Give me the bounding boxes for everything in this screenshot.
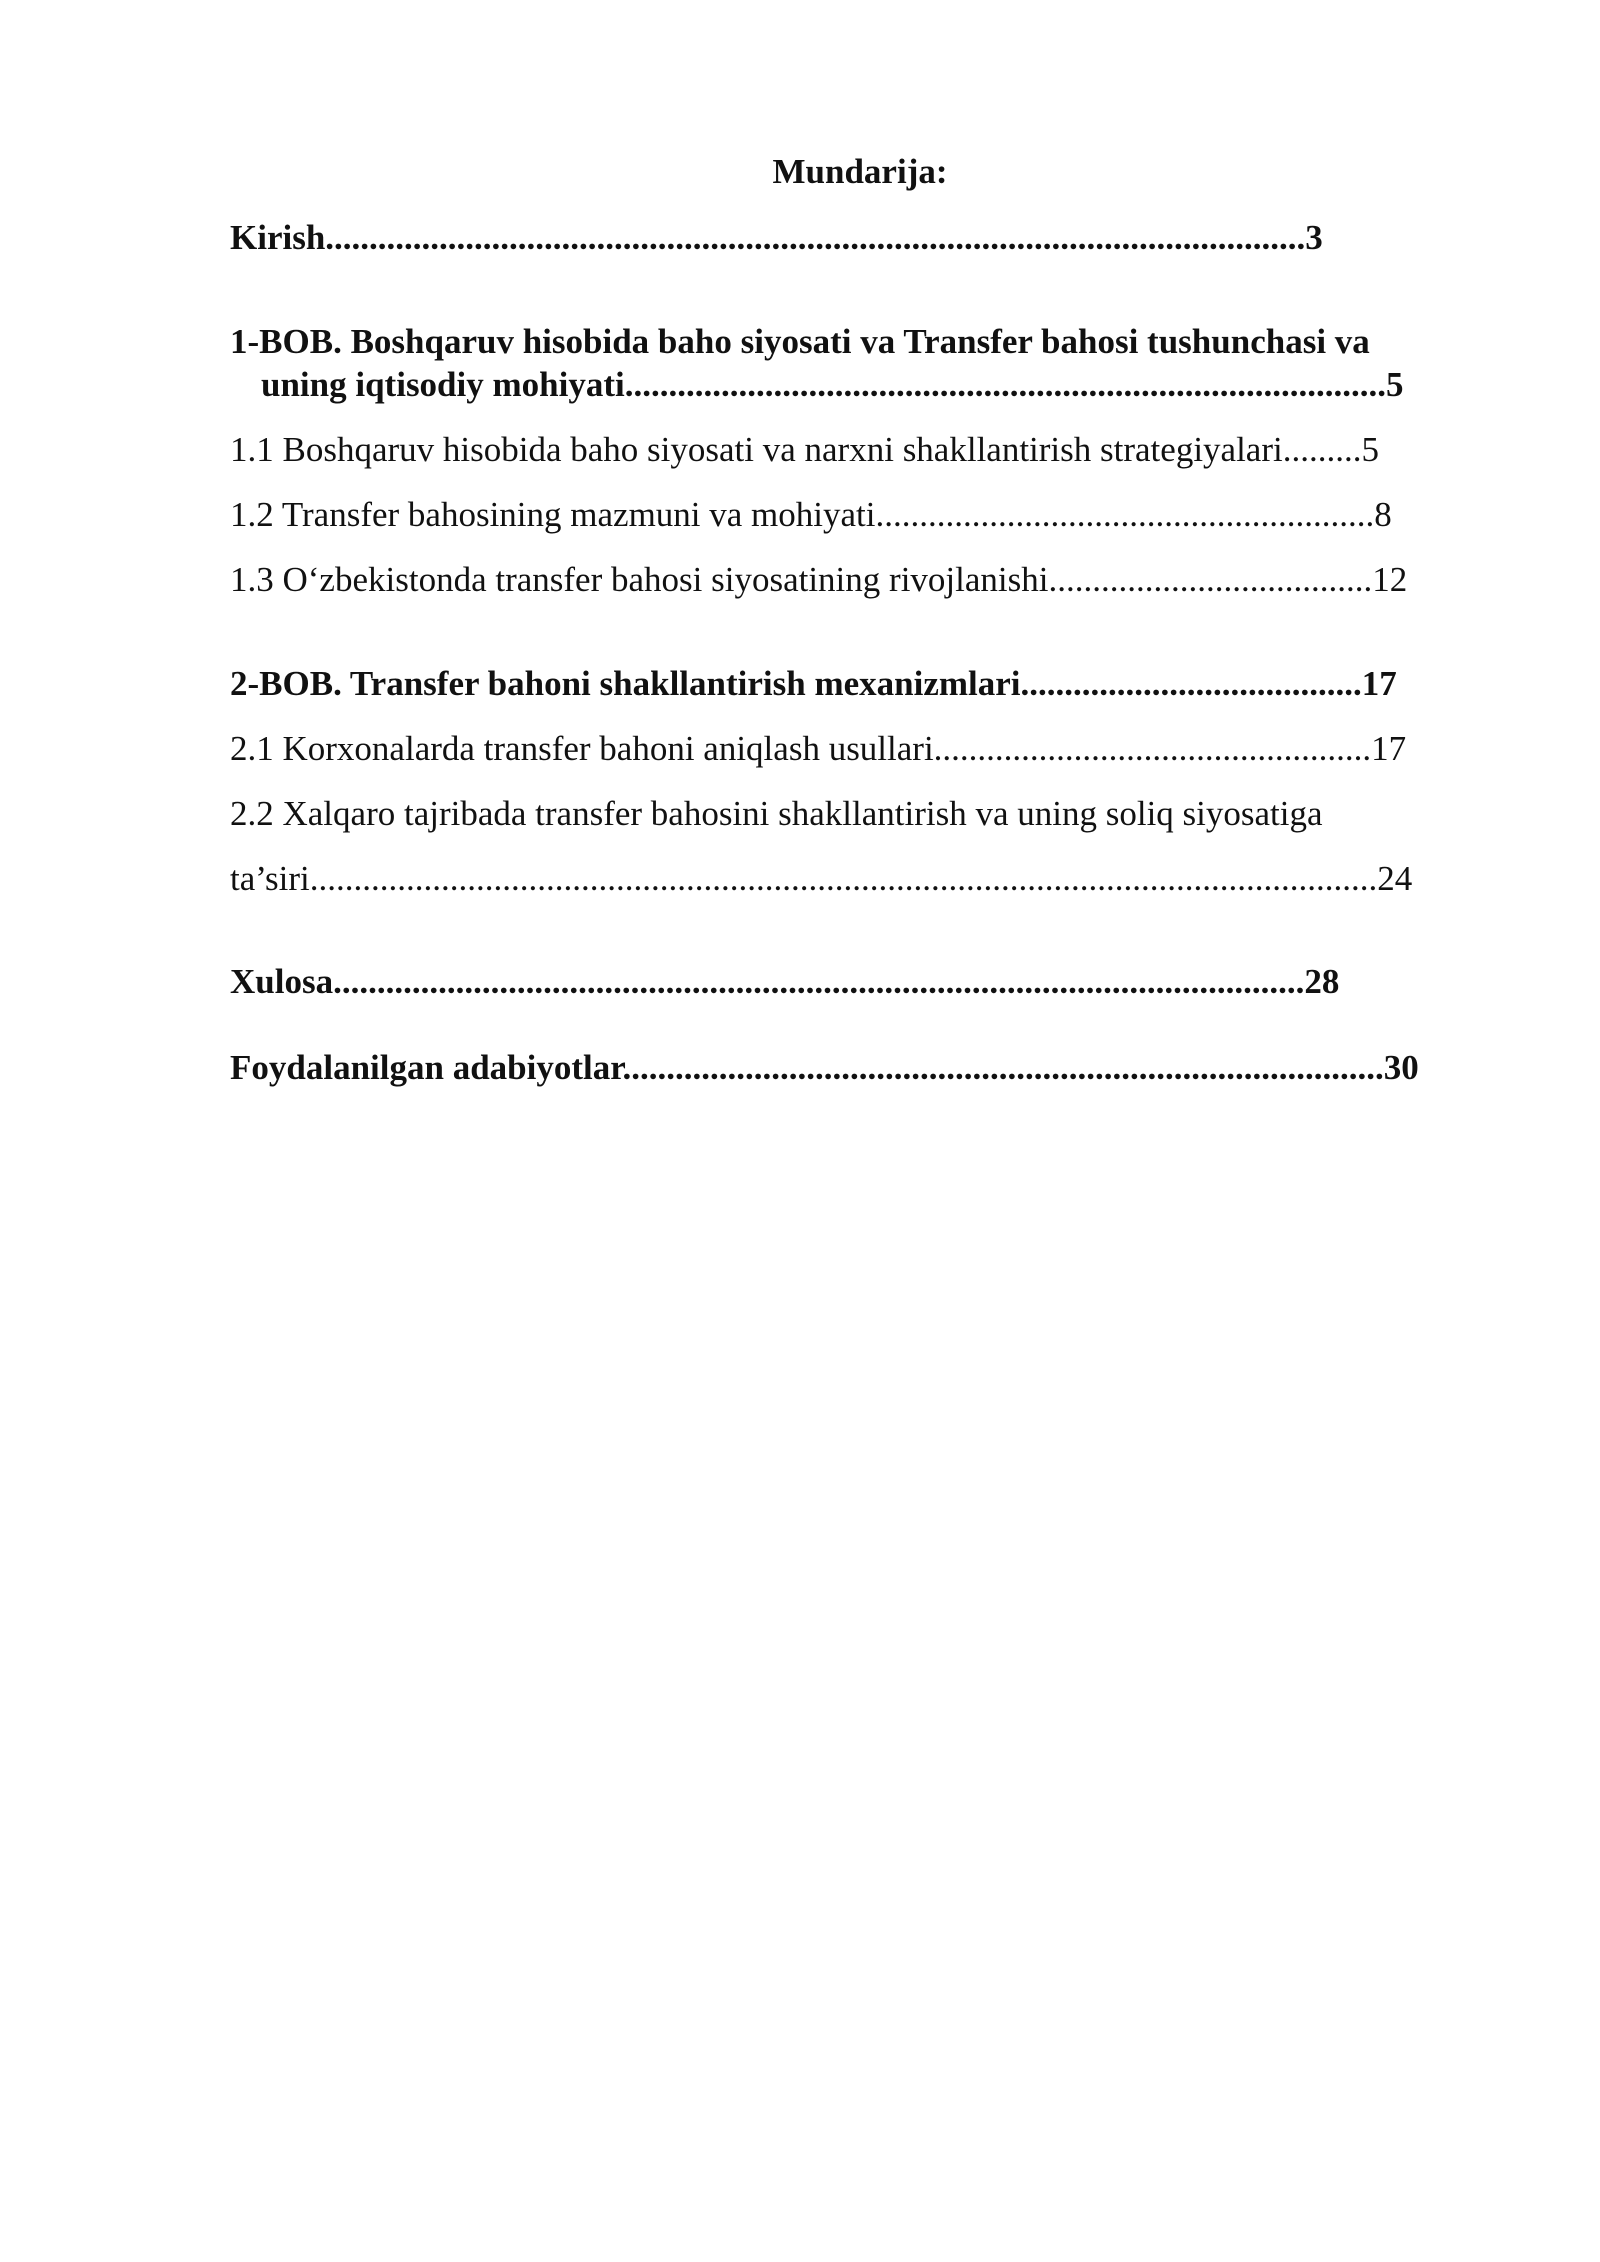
toc-section-1-1: 1.1 Boshqaruv hisobida baho siyosati va narxni shakllantirish strategiyalari.........5: [230, 430, 1379, 469]
toc-entry-xulosa: Xulosa...............................................................................................................28: [230, 962, 1340, 1001]
toc-section-2-2-line-2: ta’siri..........................................................................................................................24: [230, 859, 1413, 898]
toc-entry-adabiyotlar: Foydalanilgan adabiyotlar.......................................................................................30: [230, 1048, 1419, 1087]
toc-chapter-1-line-2: uning iqtisodiy mohiyati.......................................................................................5: [261, 365, 1404, 404]
toc-chapter-1-line-1: 1-BOB. Boshqaruv hisobida baho siyosati va Transfer bahosi tushunchasi va: [230, 322, 1370, 361]
page-title: Mundarija:: [772, 152, 948, 191]
toc-entry-kirish: Kirish................................................................................................................3: [230, 218, 1323, 257]
toc-section-2-2-line-1: 2.2 Xalqaro tajribada transfer bahosini shakllantirish va uning soliq siyosatiga: [230, 794, 1323, 833]
toc-chapter-2: 2-BOB. Transfer bahoni shakllantirish mexanizmlari.......................................17: [230, 664, 1397, 703]
toc-section-1-2: 1.2 Transfer bahosining mazmuni va mohiyati.........................................................8: [230, 495, 1392, 534]
toc-section-1-3: 1.3 O‘zbekistonda transfer bahosi siyosatining rivojlanishi.....................................12: [230, 560, 1408, 599]
toc-section-2-1: 2.1 Korxonalarda transfer bahoni aniqlash usullari..................................................17: [230, 729, 1407, 768]
